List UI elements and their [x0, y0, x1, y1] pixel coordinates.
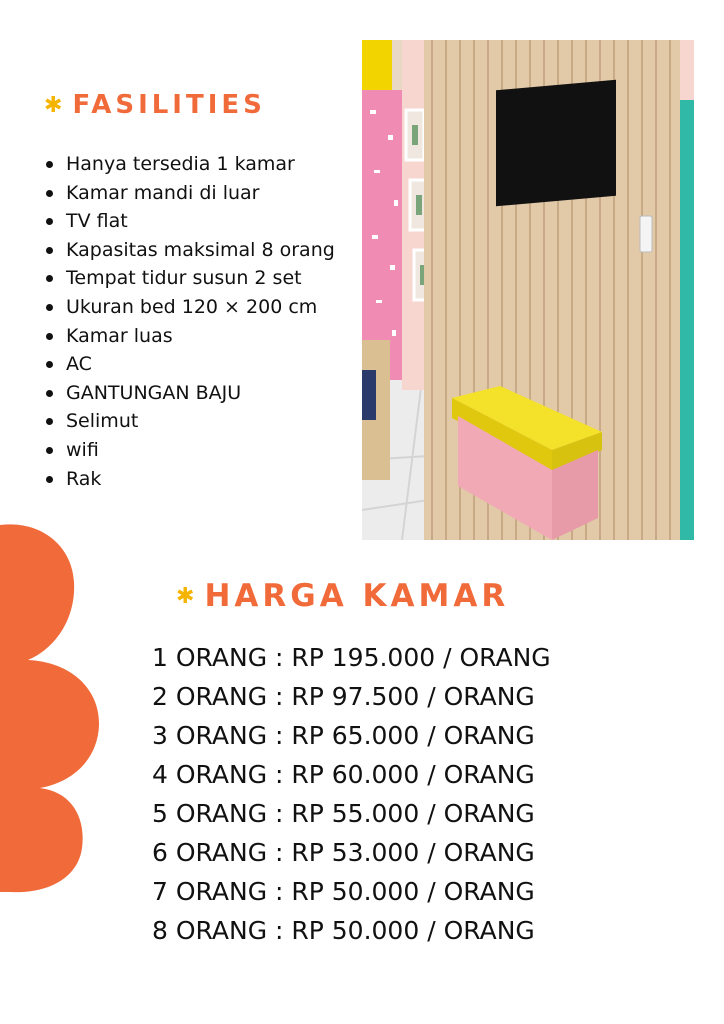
price-row: 2 ORANG : RP 97.500 / ORANG	[152, 682, 535, 711]
price-row: 6 ORANG : RP 53.000 / ORANG	[152, 838, 535, 867]
asterisk-icon: ✱	[176, 583, 195, 609]
facility-item: TV flat	[44, 207, 335, 236]
asterisk-icon: ✱	[44, 92, 63, 118]
orange-blob-shape	[0, 524, 99, 892]
price-row: 1 ORANG : RP 195.000 / ORANG	[152, 643, 551, 672]
harga-kamar-title: HARGA KAMAR	[204, 578, 510, 614]
price-list	[152, 638, 551, 950]
facility-item: Rak	[44, 465, 335, 494]
facility-item: Selimut	[44, 407, 335, 436]
facility-item: GANTUNGAN BAJU	[44, 379, 335, 408]
fasilities-heading	[44, 90, 266, 120]
price-row: 7 ORANG : RP 50.000 / ORANG	[152, 877, 535, 906]
fasilities-title: FASILITIES	[72, 90, 266, 120]
price-row: 4 ORANG : RP 60.000 / ORANG	[152, 760, 535, 789]
room-photo-illustration	[362, 40, 694, 540]
facility-item: Tempat tidur susun 2 set	[44, 264, 335, 293]
price-row: 3 ORANG : RP 65.000 / ORANG	[152, 721, 535, 750]
facility-item: Kamar mandi di luar	[44, 179, 335, 208]
room-photo	[362, 40, 694, 540]
tv-illustration	[496, 80, 616, 206]
price-row: 5 ORANG : RP 55.000 / ORANG	[152, 799, 535, 828]
facility-item: Kapasitas maksimal 8 orang	[44, 236, 335, 265]
facility-item: AC	[44, 350, 335, 379]
facility-item: Kamar luas	[44, 322, 335, 351]
facility-item: wifi	[44, 436, 335, 465]
orange-blob-decoration	[0, 520, 110, 900]
facility-item: Ukuran bed 120 × 200 cm	[44, 293, 335, 322]
harga-kamar-heading	[176, 578, 509, 614]
facility-item: Hanya tersedia 1 kamar	[44, 150, 335, 179]
price-row: 8 ORANG : RP 50.000 / ORANG	[152, 916, 535, 945]
facilities-list	[44, 150, 335, 493]
